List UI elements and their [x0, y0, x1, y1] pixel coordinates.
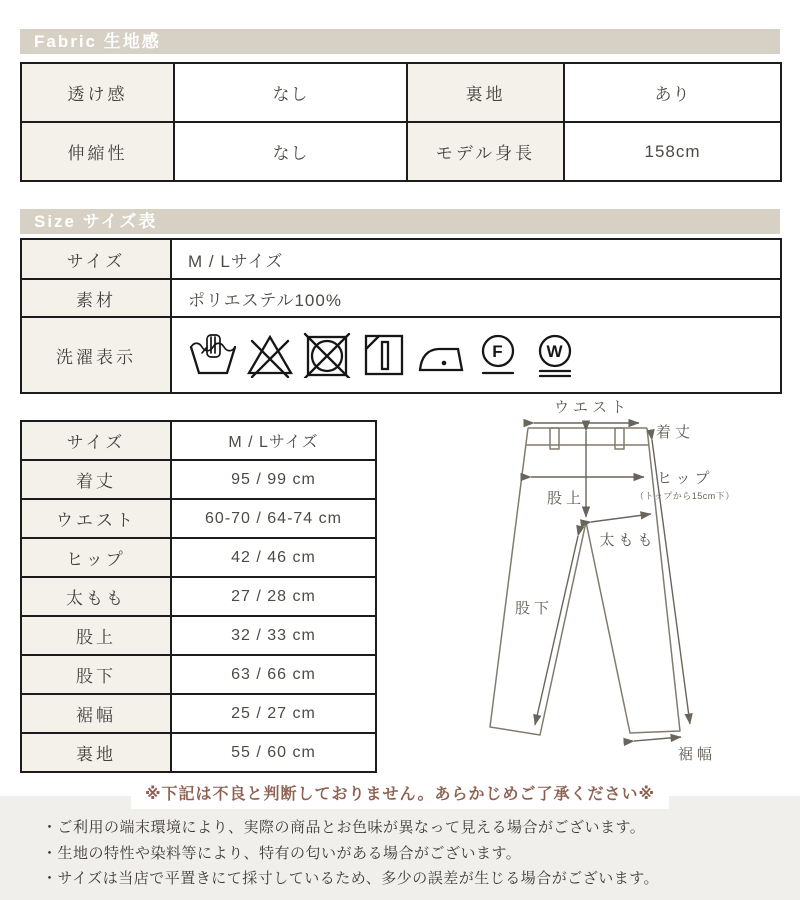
line-dry-in-shade-icon	[359, 332, 409, 378]
fabric-section-header: Fabric 生地感	[20, 29, 780, 54]
measurements-table	[20, 420, 377, 773]
notes-section	[0, 796, 800, 900]
diagram-label-rise: 股上	[546, 490, 586, 507]
spec-value-cell: ポリエステル100%	[171, 279, 781, 317]
measure-value-cell: M / Lサイズ	[171, 421, 376, 460]
care-label-cell: 洗濯表示	[21, 317, 171, 393]
pants-outline	[490, 428, 680, 735]
size-section-header: Size サイズ表	[20, 209, 780, 234]
hand-wash-icon	[188, 332, 238, 378]
measure-label-cell: ヒップ	[21, 538, 171, 577]
measure-value-cell: 32 / 33 cm	[171, 616, 376, 655]
care-icons-cell	[171, 317, 781, 393]
do-not-bleach-icon	[245, 332, 295, 378]
fabric-label-cell: 透け感	[21, 63, 174, 122]
diagram-label-hip: ヒップ	[657, 470, 714, 487]
table-row	[21, 122, 781, 181]
table-row	[21, 460, 376, 499]
table-row	[21, 538, 376, 577]
spec-label-cell: 素材	[21, 279, 171, 317]
diagram-label-hip-note: （トップから15cm下）	[635, 491, 735, 501]
measure-value-cell: 27 / 28 cm	[171, 577, 376, 616]
measure-label-cell: 股上	[21, 616, 171, 655]
diagram-label-inseam: 股下	[514, 600, 554, 617]
diagram-label-hem: 裾幅	[677, 746, 717, 763]
measure-label-cell: 着丈	[21, 460, 171, 499]
table-row	[21, 655, 376, 694]
spec-label-cell: サイズ	[21, 239, 171, 279]
measure-label-cell: 太もも	[21, 577, 171, 616]
fabric-label-cell: 伸縮性	[21, 122, 174, 181]
measurements-body	[21, 421, 376, 772]
measure-value-cell: 95 / 99 cm	[171, 460, 376, 499]
fabric-value-cell: なし	[174, 122, 407, 181]
measure-value-cell: 42 / 46 cm	[171, 538, 376, 577]
table-row	[21, 63, 781, 122]
table-row	[21, 577, 376, 616]
diagram-label-thigh: 太もも	[599, 532, 657, 549]
dry-clean-f-icon	[473, 332, 523, 378]
note-line: ・ご利用の端末環境により、実際の商品とお色味が異なって見える場合がございます。	[42, 819, 646, 836]
iron-low-icon	[416, 332, 466, 378]
table-row	[21, 694, 376, 733]
measure-label-cell: ウエスト	[21, 499, 171, 538]
measure-value-cell: 60-70 / 64-74 cm	[171, 499, 376, 538]
measure-value-cell: 55 / 60 cm	[171, 733, 376, 772]
warning-row	[0, 779, 800, 809]
do-not-tumble-dry-icon	[302, 332, 352, 378]
spec-value-cell: M / Lサイズ	[171, 239, 781, 279]
table-row	[21, 279, 781, 317]
fabric-table	[20, 62, 782, 182]
warning-text: ※下記は不良と判断しておりません。あらかじめご了承ください※	[131, 779, 669, 809]
measure-label-cell: 裏地	[21, 733, 171, 772]
size-spec-body	[21, 239, 781, 393]
table-row	[21, 499, 376, 538]
table-row	[21, 733, 376, 772]
svg-text:W: W	[546, 342, 564, 361]
measure-value-cell: 63 / 66 cm	[171, 655, 376, 694]
fabric-table-body	[21, 63, 781, 181]
measure-label-cell: 股下	[21, 655, 171, 694]
table-row	[21, 616, 376, 655]
pants-measure-diagram	[420, 392, 792, 784]
fabric-value-cell: あり	[564, 63, 781, 122]
care-icons-strip	[188, 332, 779, 378]
size-spec-table	[20, 238, 782, 394]
diagram-label-length: 着丈	[656, 424, 695, 441]
fabric-value-cell: なし	[174, 63, 407, 122]
table-row	[21, 421, 376, 460]
measure-label-cell: サイズ	[21, 421, 171, 460]
fabric-label-cell: モデル身長	[407, 122, 564, 181]
wet-clean-w-icon	[530, 332, 580, 378]
diagram-label-waist: ウエスト	[553, 399, 631, 416]
table-row	[21, 239, 781, 279]
svg-text:F: F	[492, 342, 504, 361]
measure-value-cell: 25 / 27 cm	[171, 694, 376, 733]
note-line: ・サイズは当店で平置きにて採寸しているため、多少の誤差が生じる場合がございます。	[42, 870, 660, 887]
measure-label-cell: 裾幅	[21, 694, 171, 733]
fabric-label-cell: 裏地	[407, 63, 564, 122]
table-row	[21, 317, 781, 393]
note-line: ・生地の特性や染料等により、特有の匂いがある場合がございます。	[42, 844, 522, 862]
fabric-value-cell: 158cm	[564, 122, 781, 181]
